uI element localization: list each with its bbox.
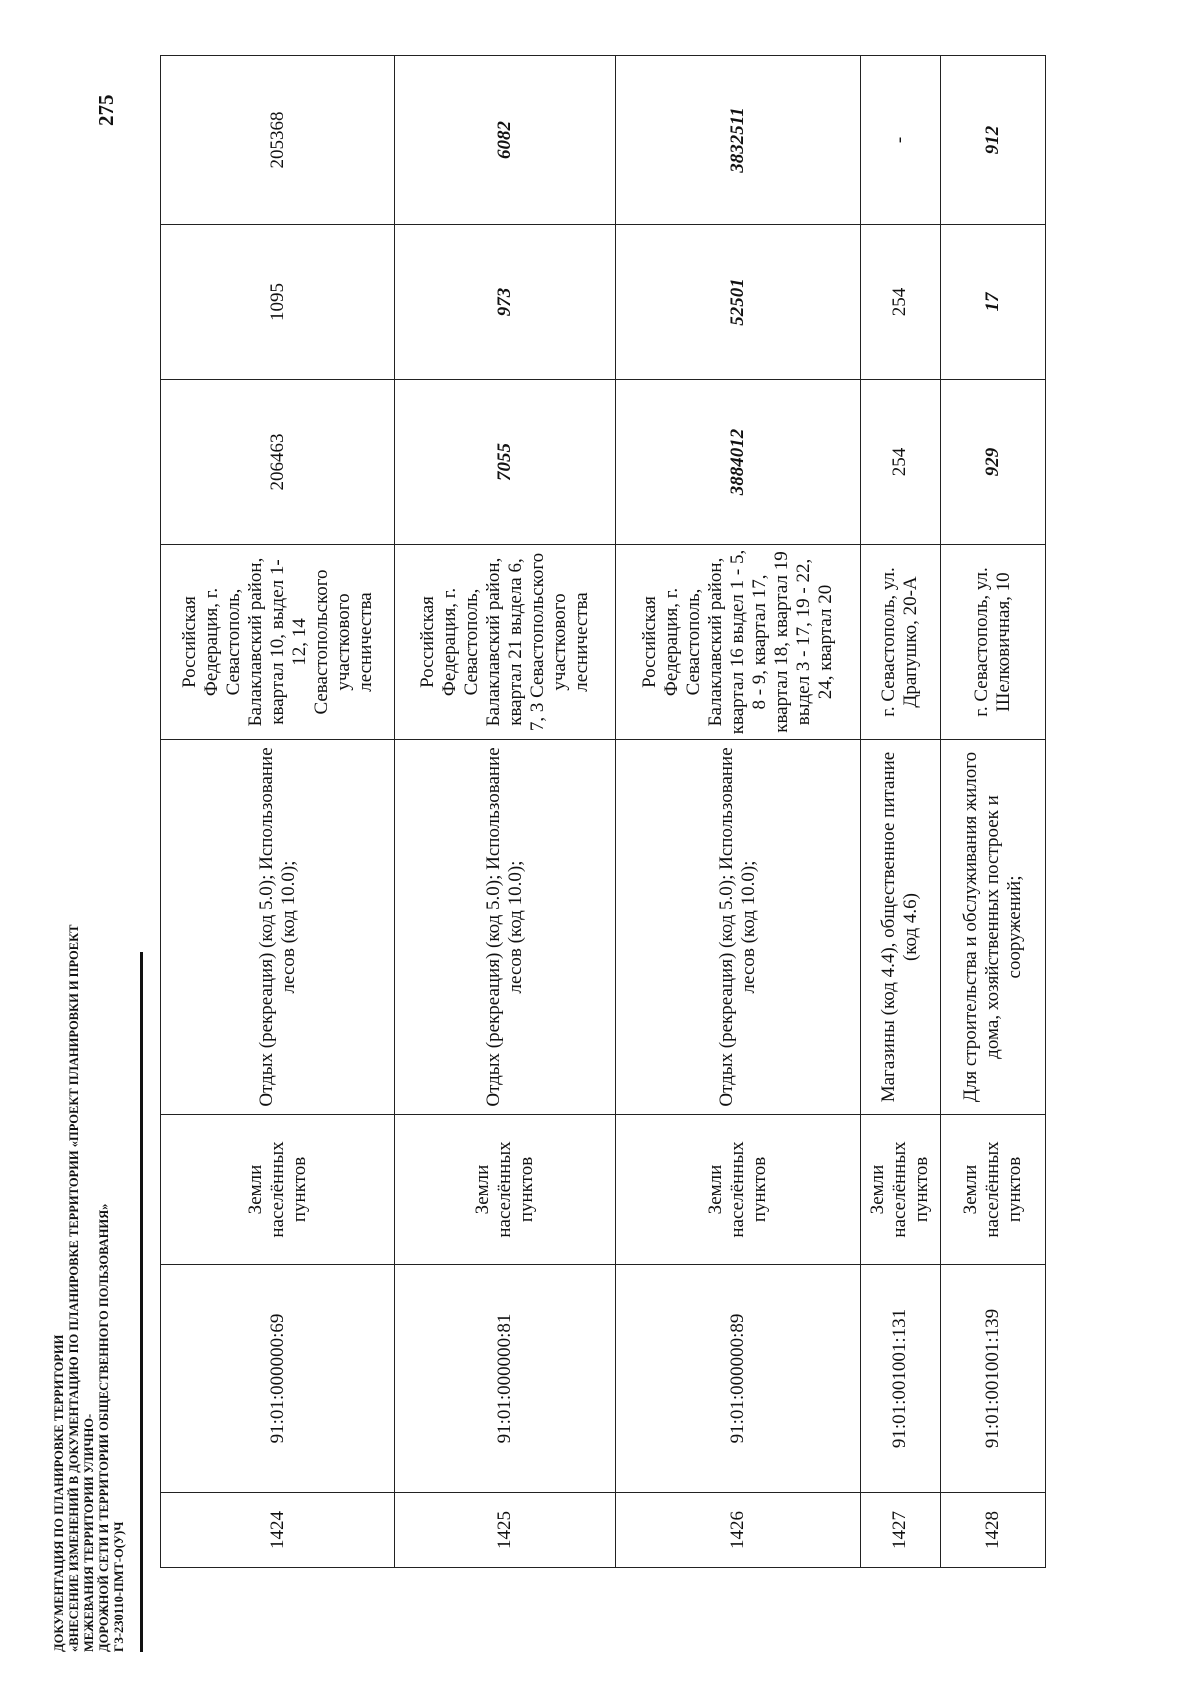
land-category: Земли населённых пунктов [395,1115,616,1265]
area-value-2: 17 [940,225,1045,380]
area-value-1: 206463 [161,380,395,545]
area-value-1: 3884012 [616,380,861,545]
row-number: 1424 [161,1493,395,1568]
header-line-4: ГЗ-230110-ПМТ-О(У)Ч [112,1521,126,1652]
land-category: Земли населённых пунктов [161,1115,395,1265]
area-value-3: - [861,56,940,225]
cadastral-number: 91:01:000000:89 [616,1265,861,1493]
row-number: 1427 [861,1493,940,1568]
area-value-3: 205368 [161,56,395,225]
cadastral-number: 91:01:000000:69 [161,1265,395,1493]
row-number: 1425 [395,1493,616,1568]
land-category: Земли населённых пунктов [940,1115,1045,1265]
area-value-3: 3832511 [616,56,861,225]
location: г. Севастополь, ул. Шелковичная, 10 [940,545,1045,740]
area-value-2: 973 [395,225,616,380]
document-header [52,892,127,1652]
permitted-use: Отдых (рекреация) (код 5.0); Использование лесов (код 10.0); [395,740,616,1115]
area-value-3: 912 [940,56,1045,225]
table-row [161,56,395,1568]
table-row [395,56,616,1568]
area-value-2: 254 [861,225,940,380]
table-row [940,56,1045,1568]
area-value-1: 254 [861,380,940,545]
area-value-2: 1095 [161,225,395,380]
header-line-2: «ВНЕСЕНИЕ ИЗМЕНЕНИЙ В ДОКУМЕНТАЦИЮ ПО ПЛАНИРОВКЕ ТЕРРИТОРИИ «ПРОЕКТ ПЛАНИРОВКИ И ПРОЕКТ МЕЖЕВАНИЯ ТЕРРИТОРИИ УЛИЧНО- [67,924,96,1652]
header-divider [140,952,143,1652]
permitted-use: Отдых (рекреация) (код 5.0); Использование лесов (код 10.0); [161,740,395,1115]
area-value-1: 7055 [395,380,616,545]
table-row [861,56,940,1568]
location: Российская Федерация, г. Севастополь, Балаклавский район, квартал 10, выдел 1-12, 14 Севастопольского участкового лесничества [161,545,395,740]
location: Российская Федерация, г. Севастополь, Балаклавский район, квартал 21 выдела 6, 7, 3 Севастопольского участкового лесничества [395,545,616,740]
permitted-use: Отдых (рекреация) (код 5.0); Использование лесов (код 10.0); [616,740,861,1115]
permitted-use: Для строительства и обслуживания жилого дома, хозяйственных построек и сооружений; [940,740,1045,1115]
land-category: Земли населённых пунктов [861,1115,940,1265]
cadastral-number: 91:01:000000:81 [395,1265,616,1493]
page-number: 275 [94,94,118,126]
header-line-1: ДОКУМЕНТАЦИЯ ПО ПЛАНИРОВКЕ ТЕРРИТОРИИ [52,1334,66,1652]
area-value-3: 6082 [395,56,616,225]
permitted-use: Магазины (код 4.4), общественное питание (код 4.6) [861,740,940,1115]
cadastral-number: 91:01:001001:139 [940,1265,1045,1493]
area-value-2: 52501 [616,225,861,380]
header-line-3: ДОРОЖНОЙ СЕТИ И ТЕРРИТОРИИ ОБЩЕСТВЕННОГО ПОЛЬЗОВАНИЯ» [97,1203,111,1652]
land-category: Земли населённых пунктов [616,1115,861,1265]
table-row [616,56,861,1568]
row-number: 1426 [616,1493,861,1568]
area-value-1: 929 [940,380,1045,545]
location: г. Севастополь, ул. Драпушко, 20-А [861,545,940,740]
row-number: 1428 [940,1493,1045,1568]
cadastral-number: 91:01:001001:131 [861,1265,940,1493]
location: Российская Федерация, г. Севастополь, Балаклавский район, квартал 16 выдел 1 - 5, 8 - 9, квартал 17, квартал 18, квартал 19 выдел 3 - 17, 19 - 22, 24, квартал 20 [616,545,861,740]
parcels-table [160,55,1046,1568]
